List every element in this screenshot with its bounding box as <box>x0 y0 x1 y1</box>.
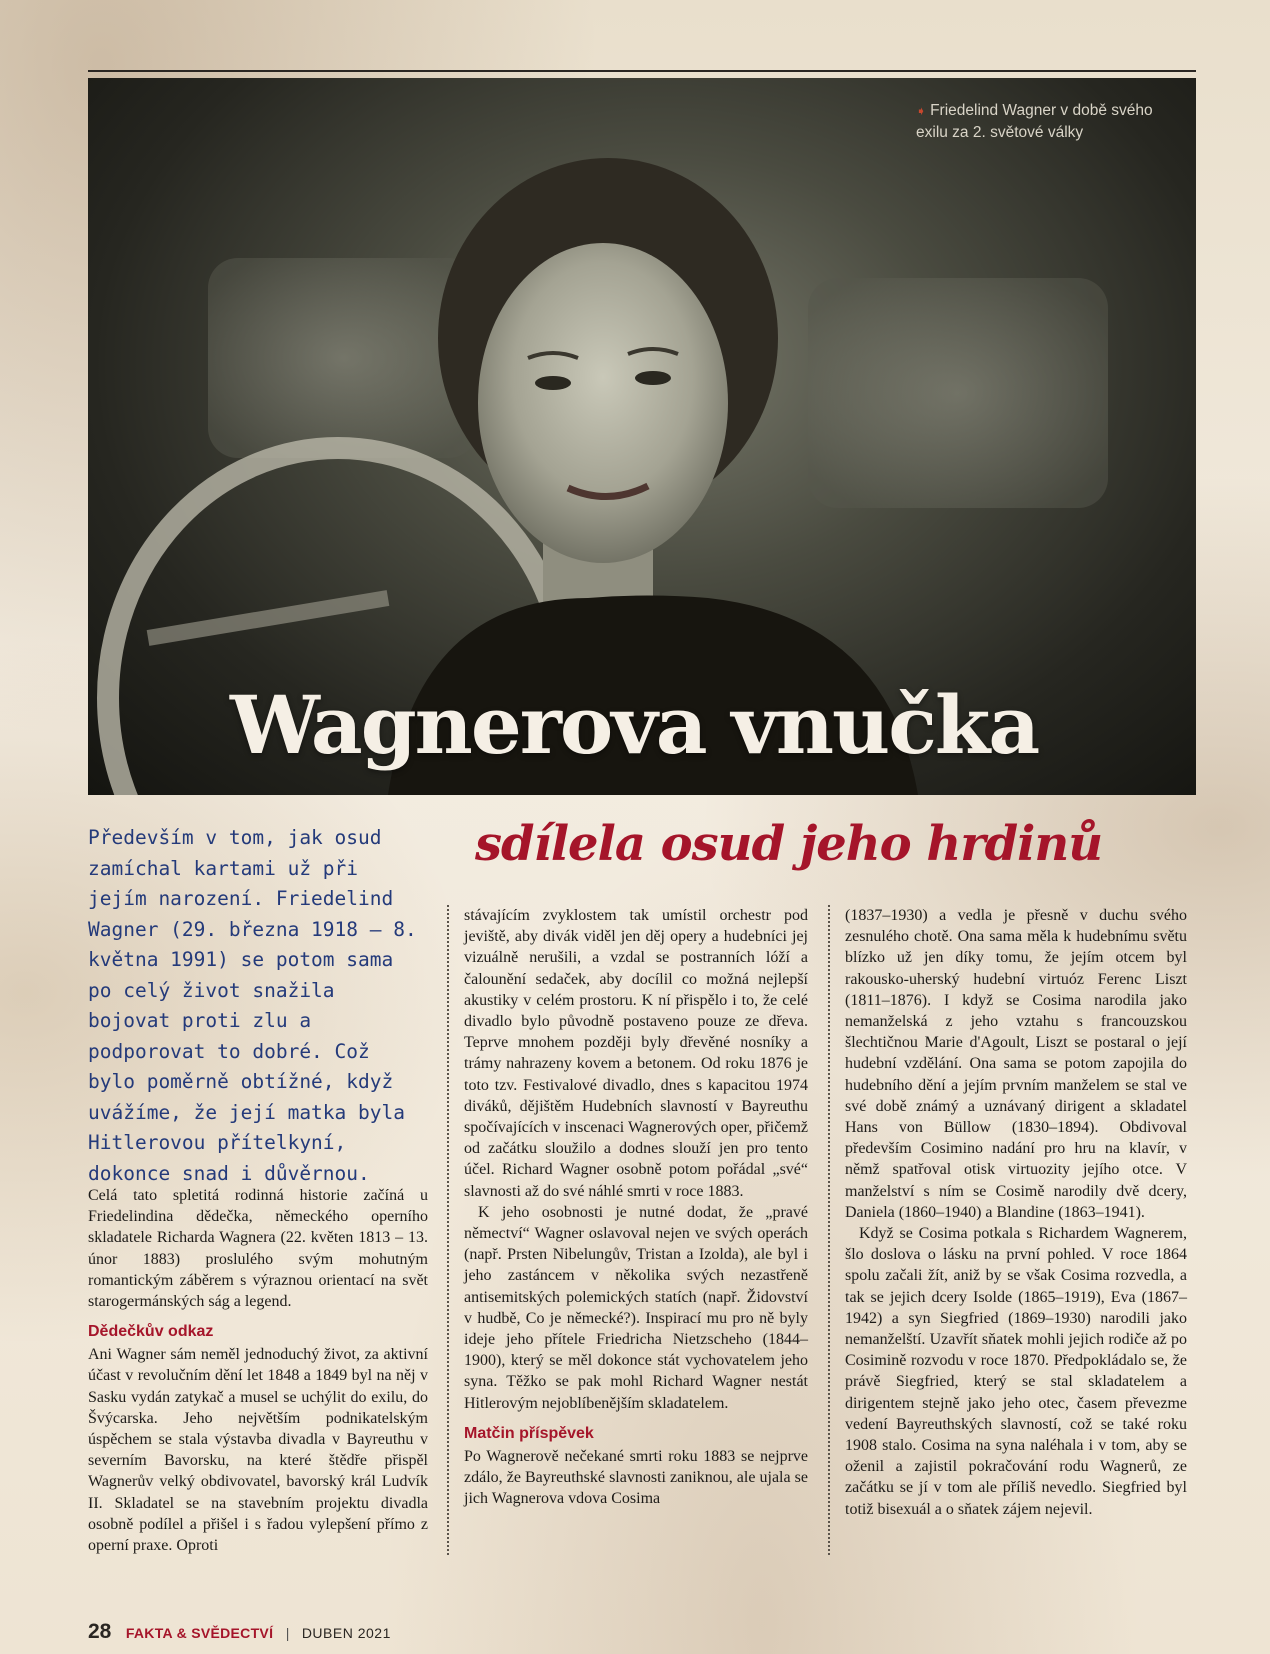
caption-arrow-icon: ➧ <box>916 104 927 118</box>
column-2 <box>464 905 808 1509</box>
body-paragraph: stávajícím zvyklostem tak umístil orchestr pod jeviště, aby divák viděl jen děj opery a hudebníci jej vizuálně nerušili, a vzdal se postranních lóží a čalounění sedaček, aby docílil co možná nejlepší akustiky v celém prostoru. K ní přispělo i to, že celé divadlo bylo původně postaveno pouze ze dřeva. Teprve mnohem později byly dřevěné nosníky a trámy nahrazeny kovem a betonem. Od roku 1876 je toto tzv. Festivalové divadlo, dnes s kapacitou 1974 diváků, dějištěm Hudebních slavností v Bayreuthu spočívajících v inscenaci Wagnerových oper, přičemž od začátku sloužilo a dodnes slouží jen pro tento účel. Richard Wagner osobně potom pořádal „své“ slavnosti až do své náhlé smrti v roce 1883. <box>464 907 808 1200</box>
top-rule <box>88 70 1196 72</box>
column-divider <box>828 905 830 1555</box>
section-heading: Matčin příspěvek <box>464 1424 594 1442</box>
footer-separator: | <box>285 1625 290 1641</box>
lead-paragraph: Především v tom, jak osud zamíchal kartami už při jejím narození. Friedelind Wagner (29. března 1918 – 8. května 1991) se potom sama po celý život snažila bojovat proti zlu a podporovat to dobré. Což bylo poměrně obtížné, když uvážíme, že její matka byla Hitlerovou přítelkyní, dokonce snad i důvěrnou. <box>88 826 417 1185</box>
body-paragraph: Celá tato spletitá rodinná historie začíná u Friedelindina dědečka, německého operního skladatele Richarda Wagnera (22. květen 1813 – 13. únor 1883) proslulého svým mohutným romantickým záběrem s výraznou orientací na svět starogermánských ság a legend. <box>88 1187 428 1311</box>
issue-date: DUBEN 2021 <box>301 1625 391 1641</box>
body-paragraph: Po Wagnerově nečekané smrti roku 1883 se nejprve zdálo, že Bayreuthské slavnosti zaniknou, ale ujala se jich Wagnerova vdova Cosima <box>464 1447 808 1508</box>
photo-caption <box>916 100 1166 143</box>
body-paragraph: K jeho osobnosti je nutné dodat, že „pravé němectví“ Wagner oslavoval nejen ve svých operách (např. Prsten Nibelungův, Tristan a Izolda), ale byl i jeho zastáncem v několika svých nezastřeně antisemitských polemických statích (např. Židovství v hudbě, Co je německé?). Inspirací mu pro ně byly ideje jeho přítele Friedricha Nietzscheho (1844–1900), který se měl dokonce stát vychovatelem jeho syna. Těžko se pak mohl Richard Wagner nestát Hitlerovým nejoblíbenějším skladatelem. <box>464 1203 808 1412</box>
body-paragraph: Když se Cosima potkala s Richardem Wagnerem, šlo doslova o lásku na první pohled. V roce 1864 spolu začali žít, aniž by se však Cosima rozvedla, a tak se jejich dcery Isolde (1865–1919), Eva (1867–1942) a syn Siegfried (1869–1930) narodili jako nemanželští. Uzavřít sňatek mohli jejich rodiče až po Cosimině rozvodu v roce 1870. Předpokládalo se, že právě Siegfried, který se stal skladatelem a dirigentem stejně jako jeho otec, časem převezme vedení Bayreuthských slavností, což se také roku 1908 stalo. Cosima na syna naléhala i v tom, aby se oženil a zajistil pokračování rodu Wagnerů, ze začátku se jí v tom ale příliš nevedlo. Siegfried byl totiž bisexuál a o sňatek zájem nejevil. <box>845 1225 1187 1518</box>
photo-caption-text: Friedelind Wagner v době svého exilu za 2. světové války <box>916 102 1153 141</box>
article-subtitle: sdílela osud jeho hrdinů <box>475 816 1103 872</box>
section-heading: Dědečkův odkaz <box>88 1323 214 1341</box>
body-paragraph: Ani Wagner sám neměl jednoduchý život, za aktivní účast v revolučním dění let 1848 a 1849 byl na něj v Sasku vydán zatykač a musel se uchýlit do exilu, do Švýcarska. Jeho největším podnikatelským úspěchem se stala výstavba divadla v Bayreuthu v severním Bavorsku, na které štědře přispěl Wagnerův velký obdivovatel, bavorský král Ludvík II. Skladatel se na stavebním projektu divadla osobně podílel a přišel i s řadou vylepšení přímo z operní praxe. Oproti <box>88 1346 428 1555</box>
body-paragraph: (1837–1930) a vedla je přesně v duchu svého zesnulého chotě. Ona sama měla k hudebnímu světu blízko už jen díky tomu, že jejím otcem byl rakousko-uherský hudební virtuóz Ferenc Liszt (1811–1876). I když se Cosima narodila jako nemanželská z jeho vztahu s francouzskou šlechtičnou Marie d'Agoult, Liszt se postaral o její hudební vzdělání. Ona sama se potom zapojila do hudebního dění a jejím prvním manželem se stal ve své době známý a uznávaný dirigent a skladatel Hans von Büllow (1830–1894). Obdivoval především Cosimino nadání pro hru na klavír, v němž spatřoval otisk virtuozity jejího otce. V manželství s ním se Cosimě narodily dvě dcery, Daniela (1860–1940) a Blandine (1863–1941). <box>845 907 1187 1221</box>
column-3 <box>845 905 1187 1520</box>
article-title: Wagnerova vnučka <box>230 678 1039 772</box>
page-footer <box>88 1620 391 1644</box>
column-divider <box>447 905 449 1555</box>
page-number: 28 <box>88 1620 112 1643</box>
magazine-name: FAKTA & SVĚDECTVÍ <box>125 1625 274 1641</box>
column-1 <box>88 1185 428 1556</box>
